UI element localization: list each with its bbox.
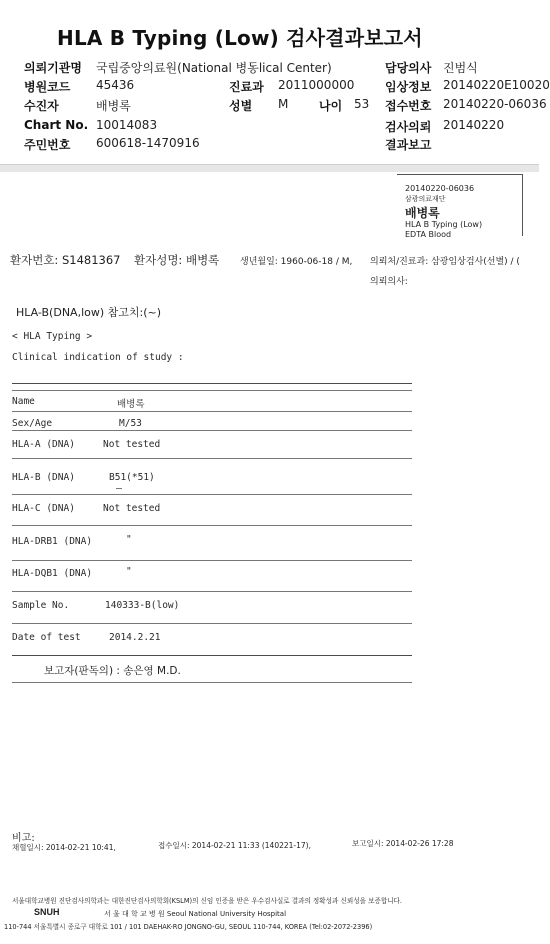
row-value-hla-dqb1: " (126, 566, 132, 577)
divider (12, 623, 412, 624)
label-result-report: 결과보고 (385, 138, 432, 152)
row-value-hla-b: B51(*51) (109, 472, 155, 483)
row-value-hla-c: Not tested (103, 503, 161, 514)
label-department: 진료과 (229, 80, 264, 94)
referring-institution: 의뢰처/진료과: 삼광임상검사(선별) / ( (370, 257, 520, 267)
row-label-hla-c: HLA-C (DNA) (12, 503, 75, 514)
row-value-name: 배병록 (117, 399, 145, 410)
report-header (0, 0, 550, 165)
specimen-label (397, 174, 523, 239)
section-divider (0, 165, 539, 172)
label-patient: 수진자 (24, 99, 59, 113)
label-age: 나이 (319, 99, 343, 113)
divider (12, 383, 412, 384)
value-doctor: 진범식 (443, 61, 478, 75)
patient-dob: 생년월일: 1960-06-18 / M, (240, 257, 353, 267)
row-value-date-of-test: 2014.2.21 (109, 632, 161, 643)
value-age: 53 (354, 97, 370, 111)
label-resident-no: 주민번호 (24, 138, 71, 152)
value-institution: 국립중앙의료원(National 병동lical Center) (96, 61, 332, 75)
label-specimen: EDTA Blood (405, 230, 452, 239)
row-value-hla-drb1: " (126, 534, 132, 545)
hospital-name: 서 울 대 학 교 병 원 Seoul National University Hospital (104, 910, 287, 918)
reference-title: HLA-B(DNA,low) 참고치:(~) (16, 306, 162, 319)
remark-label: 비고: (12, 833, 35, 844)
row-label-sample-no: Sample No. (12, 600, 70, 611)
patient-reg-no: 환자번호: S1481367 (10, 253, 121, 267)
divider (12, 411, 412, 412)
value-chart-no: 10014083 (96, 118, 158, 132)
report-time: 보고일시: 2014-02-26 17:28 (352, 839, 454, 848)
reporter: 보고자(판독의) : 송은영 M.D. (44, 665, 181, 677)
snuh-logo: SNUH (34, 907, 60, 917)
row-label-name: Name (12, 396, 35, 407)
divider (12, 591, 412, 592)
divider (12, 494, 412, 495)
divider (12, 430, 412, 431)
label-request-date: 검사의뢰 (385, 120, 432, 134)
section-title: < HLA Typing > (12, 331, 93, 342)
label-institution: 의뢰기관명 (24, 61, 82, 75)
divider (12, 560, 412, 561)
scanned-report (0, 172, 539, 944)
report-title: HLA B Typing (Low) 검사결과보고서 (57, 26, 423, 50)
row-value-hla-a: Not tested (103, 439, 161, 450)
clinical-indication: Clinical indication of study : (12, 352, 184, 363)
value-clinical-info: 20140220E10020 (443, 78, 550, 92)
row-label-hla-drb1: HLA-DRB1 (DNA) (12, 536, 93, 547)
divider (12, 655, 412, 656)
underline-mark (116, 488, 122, 489)
divider (12, 458, 412, 459)
row-label-hla-a: HLA-A (DNA) (12, 439, 75, 450)
label-clinical-info: 임상정보 (385, 80, 432, 94)
label-test-name: HLA B Typing (Low) (405, 220, 483, 229)
referring-doctor: 의뢰의사: (370, 277, 408, 287)
label-accession: 접수번호 (385, 99, 432, 113)
receive-time: 접수일시: 2014-02-21 11:33 (140221-17), (158, 841, 311, 850)
label-doctor: 담당의사 (385, 61, 432, 75)
collect-time: 채혈일시: 2014-02-21 10:41, (12, 843, 116, 852)
label-chart-no: Chart No. (24, 118, 89, 132)
row-label-sex-age: Sex/Age (12, 418, 53, 429)
patient-name: 환자성명: 배병록 (134, 253, 220, 267)
row-label-hla-dqb1: HLA-DQB1 (DNA) (12, 568, 93, 579)
row-label-date-of-test: Date of test (12, 632, 81, 643)
value-resident-no: 600618-1470916 (96, 136, 200, 150)
value-request-date: 20140220 (443, 118, 505, 132)
value-hospital-code: 45436 (96, 78, 135, 92)
value-accession: 20140220-06036 (443, 97, 547, 111)
value-patient: 배병록 (96, 99, 131, 113)
divider (12, 390, 412, 391)
row-value-sex-age: M/53 (119, 418, 142, 429)
label-accession-no: 20140220-06036 (405, 184, 475, 193)
value-sex: M (278, 97, 289, 111)
label-lab-name: 삼광의료재단 (405, 195, 446, 203)
hospital-address: 110-744 서울특별시 종로구 대학로 101 / 101 DAEHAK-RO JONGNO-GU, SEOUL 110-744, KOREA (Tel:02-2072-2396) (4, 923, 373, 931)
label-hospital-code: 병원코드 (24, 80, 71, 94)
label-sex: 성별 (229, 99, 253, 113)
row-value-sample-no: 140333-B(low) (105, 600, 180, 611)
divider (12, 682, 412, 683)
label-patient-name: 배병록 (405, 206, 440, 220)
divider (12, 525, 412, 526)
value-department: 2011000000 (278, 78, 355, 92)
certification-note: 서울대학교병원 진단검사의학과는 대한진단검사의학회(KSLM)의 신임 인증을 받은 우수검사실로 결과의 정확성과 신뢰성을 보증합니다. (12, 897, 403, 905)
row-label-hla-b: HLA-B (DNA) (12, 472, 75, 483)
